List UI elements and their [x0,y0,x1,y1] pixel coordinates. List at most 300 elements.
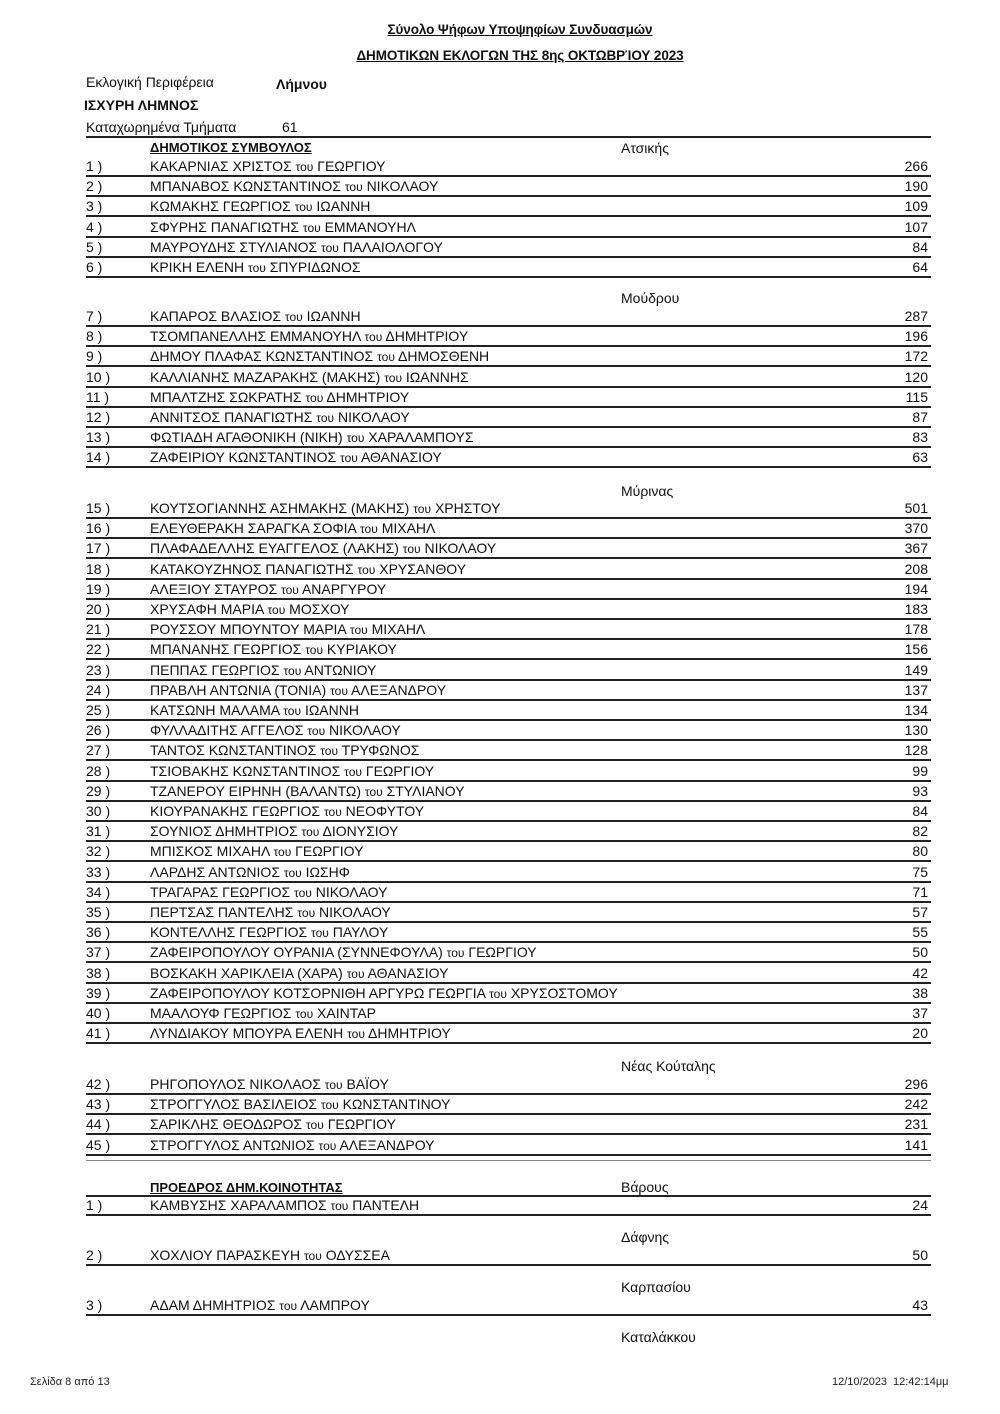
candidate-number: 21 ) [86,621,111,638]
candidate-row [86,640,931,660]
candidate-name-cell [150,408,410,427]
candidate-name-cell [150,177,438,196]
candidate-name-cell [150,560,466,579]
place-label: Καρπασίου [621,1279,691,1295]
candidate-number: 24 ) [86,681,111,698]
candidate-number: 29 ) [86,782,111,799]
candidate-votes: 99 [912,762,928,779]
father-name: ΠΑΛΑΙΟΛΟΓΟΥ [342,238,443,255]
candidate-row [86,1246,931,1266]
candidate-name: ΑΝΝΙΤΣΟΣ ΠΑΝΑΓΙΩΤΗΣ [150,409,313,425]
father-name: ΟΔΥΣΣΕΑ [325,1247,390,1263]
district-value: Λήμνου [276,76,327,92]
father-prefix: του [330,683,348,698]
candidate-name: ΑΛΕΞΙΟΥ ΣΤΑΥΡΟΣ [150,580,278,597]
candidate-number: 6 ) [86,259,103,275]
candidate-number: 15 ) [86,500,111,516]
father-name: ΓΕΩΡΓΙΟΥ [295,843,364,860]
father-name: ΣΠΥΡΙΔΩΝΟΣ [269,259,361,275]
candidate-row [86,539,931,559]
candidate-name: ΜΑΥΡΟΥΔΗΣ ΣΤΥΛΙΑΝΟΣ [150,238,318,255]
father-prefix: του [307,724,326,739]
candidate-name: ΚΑΤΣΩΝΗ ΜΑΛΑΜΑ [150,702,280,718]
candidate-number: 17 ) [86,540,111,557]
candidate-name: ΧΟΧΛΙΟΥ ΠΑΡΑΣΚΕΥΗ [150,1247,301,1263]
candidate-name: ΕΛΕΥΘΕΡΑΚΗ ΣΑΡΑΓΚΑ ΣΟΦΙΑ [150,520,357,537]
candidate-name-cell [150,600,350,619]
candidate-row [86,923,931,943]
candidate-row [86,197,931,217]
candidate-number: 28 ) [86,762,111,779]
candidate-row [86,580,931,600]
father-name: ΜΙΧΑΗΛ [381,520,436,537]
candidate-row [86,157,931,177]
father-name: ΝΙΚΟΛΑΟΥ [337,409,410,425]
candidate-name: ΚΑΤΑΚΟΥΖΗΝΟΣ ΠΑΝΑΓΙΩΤΗΣ [150,560,354,577]
candidate-row [86,1136,931,1156]
father-prefix: του [248,261,266,275]
candidate-row [86,681,931,701]
father-name: ΛΑΜΠΡΟΥ [300,1297,370,1313]
candidate-name-cell [150,620,425,639]
candidate-row [86,218,931,238]
candidate-row [86,388,931,408]
father-name: ΔΗΜΗΤΡΙΟΥ [326,388,410,405]
father-prefix: του [320,1098,339,1113]
candidate-votes: 231 [904,1116,928,1133]
candidate-votes: 128 [904,742,928,759]
father-name: ΒΑΪΟΥ [346,1076,389,1092]
father-prefix: του [283,704,302,718]
candidate-number: 5 ) [86,238,103,255]
candidate-number: 39 ) [86,984,111,1001]
candidate-number: 8 ) [86,328,103,345]
father-prefix: του [321,240,339,255]
candidate-row [86,721,931,741]
father-prefix: του [384,370,403,385]
candidate-name-cell [150,782,465,801]
candidate-name-cell [150,883,387,902]
candidate-votes: 156 [904,641,928,658]
place-label: Βάρους [621,1179,669,1195]
father-prefix: του [340,451,358,466]
place-label: Νέας Κούταλης [621,1058,716,1074]
candidate-votes: 130 [904,722,928,739]
candidate-row [86,661,931,681]
candidate-row [86,307,931,327]
candidate-name: ΚΑΠΑΡΟΣ ΒΛΑΣΙΟΣ [150,308,282,324]
candidate-number: 33 ) [86,863,111,880]
father-prefix: του [279,1299,298,1313]
candidate-row [86,1115,931,1135]
candidate-number: 26 ) [86,722,111,739]
document-title: Σύνολο Ψήφων Υποψηφίων Συνδυασμών [387,22,653,37]
candidate-votes: 120 [904,368,928,385]
father-prefix: του [294,200,313,215]
father-prefix: του [446,946,465,961]
father-name: ΤΡΥΦΩΝΟΣ [341,742,420,759]
father-prefix: του [297,906,316,920]
candidate-row [86,883,931,903]
candidate-votes: 190 [904,178,928,195]
candidate-name: ΚΑΛΛΙΑΝΗΣ ΜΑΖΑΡΑΚΗΣ (ΜΑΚΗΣ) [150,368,381,385]
candidate-row [86,519,931,539]
father-name: ΕΜΜΑΝΟΥΗΛ [324,218,416,235]
candidate-row [86,964,931,984]
father-name: ΑΝΑΡΓΥΡΟΥ [301,580,387,597]
candidate-row [86,600,931,620]
father-name: ΓΕΩΡΓΙΟΥ [317,158,386,174]
candidate-row [86,822,931,842]
father-name: ΙΩΑΝΝΗ [306,308,361,324]
candidate-number: 19 ) [86,580,111,597]
father-prefix: του [311,926,329,941]
candidate-votes: 109 [904,198,928,215]
candidate-number: 27 ) [86,742,111,759]
candidate-row [86,1296,931,1316]
candidate-row [86,984,931,1004]
page-indicator: Σελίδα 8 από 13 [30,1376,110,1388]
candidate-name-cell [150,1296,370,1315]
father-name: ΓΕΩΡΓΙΟΥ [365,762,435,779]
divider [86,1195,931,1197]
candidate-name-cell [150,802,424,821]
candidate-number: 3 ) [86,198,103,215]
candidate-row [86,368,931,388]
candidate-name-cell [150,943,537,962]
print-time: 12:42:14μμ [893,1376,949,1388]
candidate-name: ΤΑΝΤΟΣ ΚΩΝΣΤΑΝΤΙΝΟΣ [150,742,317,759]
candidate-name-cell [150,903,391,922]
candidate-votes: 83 [912,429,928,446]
section-heading-councillors: ΔΗΜΟΤΙΚΟΣ ΣΥΜΒΟΥΛΟΣ [150,140,312,155]
candidate-name: ΚΙΟΥΡΑΝΑΚΗΣ ΓΕΩΡΓΙΟΣ [150,803,321,819]
candidate-name-cell [150,388,409,407]
candidate-votes: 84 [912,238,928,255]
candidate-name: ΣΑΡΙΚΛΗΣ ΘΕΟΔΩΡΟΣ [150,1116,303,1133]
father-name: ΑΝΤΩΝΙΟΥ [304,661,377,678]
father-prefix: του [283,663,302,678]
candidate-name: ΚΟΝΤΕΛΛΗΣ ΓΕΩΡΓΙΟΣ [150,924,308,941]
candidate-votes: 134 [904,702,928,718]
candidate-votes: 367 [904,540,928,557]
candidate-number: 31 ) [86,823,111,840]
candidate-name: ΤΣΙΟΒΑΚΗΣ ΚΩΝΣΤΑΝΤΙΝΟΣ [150,762,341,779]
candidate-name-cell [150,863,350,882]
candidate-row [86,863,931,883]
candidate-name: ΤΖΑΝΕΡΟΥ ΕΙΡΗΝΗ (ΒΑΛΑΝΤΩ) [150,782,361,799]
father-name: ΧΡΥΣΟΣΤΟΜΟΥ [510,984,618,1001]
candidate-name: ΛΥΝΔΙΑΚΟΥ ΜΠΟΥΡΑ ΕΛΕΝΗ [150,1025,344,1042]
father-name: ΑΘΑΝΑΣΙΟΥ [367,964,449,981]
father-prefix: του [281,582,299,597]
candidate-votes: 172 [904,348,928,365]
candidate-row [86,1004,931,1024]
father-name: ΓΕΩΡΓΙΟΥ [327,1116,396,1133]
candidate-name: ΧΡΥΣΑΦΗ ΜΑΡΙΑ [150,601,264,617]
father-name: ΔΗΜΟΣΘΕΝΗ [398,348,490,365]
candidate-votes: 84 [912,803,928,819]
father-prefix: του [305,1118,324,1133]
father-name: ΝΙΚΟΛΑΟΥ [366,178,439,195]
candidate-number: 38 ) [86,964,111,981]
father-prefix: του [347,1027,365,1042]
registered-sections-label: Καταχωρημένα Τμήματα [86,119,237,135]
father-name: ΜΙΧΑΗΛ [371,621,426,638]
candidate-name: ΠΕΡΤΣΑΣ ΠΑΝΤΕΛΗΣ [150,904,294,920]
candidate-votes: 50 [912,944,928,961]
candidate-votes: 82 [912,823,928,840]
candidate-number: 23 ) [86,661,111,678]
candidate-name-cell [150,984,618,1003]
candidate-name: ΡΗΓΟΠΟΥΛΟΣ ΝΙΚΟΛΑΟΣ [150,1076,321,1092]
candidate-votes: 178 [904,621,928,638]
section-heading-presidents: ΠΡΟΕΔΡΟΣ ΔΗΜ.ΚΟΙΝΟΤΗΤΑΣ [150,1180,343,1195]
father-name: ΝΙΚΟΛΑΟΥ [315,883,388,900]
father-prefix: του [295,160,314,174]
candidate-name-cell [150,580,386,599]
candidate-votes: 37 [912,1005,928,1021]
candidate-votes: 42 [912,964,928,981]
candidate-row [86,560,931,580]
candidate-name-cell [150,1246,390,1265]
candidate-name: ΜΠΑΛΤΖΗΣ ΣΩΚΡΑΤΗΣ [150,388,302,405]
father-prefix: του [324,1078,343,1092]
father-name: ΔΙΟΝΥΣΙΟΥ [322,823,399,840]
candidate-name-cell [150,347,489,366]
candidate-number: 11 ) [86,388,110,405]
father-prefix: του [357,562,376,577]
candidate-name-cell [150,327,468,346]
candidate-votes: 296 [904,1076,928,1092]
father-name: ΧΑΡΑΛΑΜΠΟΥΣ [368,429,474,446]
candidate-row [86,177,931,197]
candidate-name: ΚΑΚΑΡΝΙΑΣ ΧΡΙΣΤΟΣ [150,158,292,174]
candidate-votes: 20 [912,1025,928,1042]
candidate-number: 34 ) [86,883,111,900]
candidate-votes: 50 [912,1247,928,1263]
father-name: ΔΗΜΗΤΡΙΟΥ [368,1025,451,1042]
father-name: ΠΑΥΛΟΥ [332,924,389,941]
place-label: Καταλάκκου [621,1329,696,1345]
candidate-name: ΖΑΦΕΙΡΙΟΥ ΚΩΝΣΤΑΝΤΙΝΟΣ [150,449,337,466]
candidate-votes: 87 [912,409,928,425]
candidate-name: ΑΔΑΜ ΔΗΜΗΤΡΙΟΣ [150,1297,276,1313]
father-prefix: του [284,310,303,324]
father-name: ΣΤΥΛΙΑΝΟΥ [386,782,465,799]
candidate-votes: 75 [912,863,928,880]
candidate-row [86,762,931,782]
candidate-name: ΡΟΥΣΣΟΥ ΜΠΟΥΝΤΟΥ ΜΑΡΙΑ [150,621,346,638]
candidate-number: 25 ) [86,702,111,718]
father-name: ΚΥΡΙΑΚΟΥ [326,641,397,658]
candidate-name-cell [150,258,361,277]
candidate-name: ΠΕΠΠΑΣ ΓΕΩΡΓΙΟΣ [150,661,280,678]
candidate-votes: 57 [912,904,928,920]
candidate-votes: 63 [912,449,928,466]
candidate-name: ΠΡΑΒΛΗ ΑΝΤΩΝΙΑ (ΤΟΝΙΑ) [150,681,327,698]
candidate-name-cell [150,1075,389,1094]
candidate-number: 12 ) [86,409,111,425]
candidate-name-cell [150,428,474,447]
candidate-number: 22 ) [86,641,111,658]
candidate-name: ΣΦΥΡΗΣ ΠΑΝΑΓΙΩΤΗΣ [150,218,299,235]
father-name: ΑΛΕΞΑΝΔΡΟΥ [351,681,447,698]
candidate-number: 10 ) [86,368,111,385]
father-prefix: του [402,542,421,557]
father-name: ΝΕΟΦΥΤΟΥ [345,803,425,819]
father-prefix: του [301,825,320,840]
candidate-row [86,802,931,822]
candidate-votes: 208 [904,560,928,577]
candidate-name: ΖΑΦΕΙΡΟΠΟΥΛΟΥ ΟΥΡΑΝΙΑ (ΣΥΝΝΕΦΟΥΛΑ) [150,944,443,961]
candidate-name-cell [150,640,397,659]
place-label: Δάφνης [621,1229,670,1245]
father-prefix: του [346,431,365,446]
candidate-name: ΜΑΑΛΟΥΦ ΓΕΩΡΓΙΟΣ [150,1005,292,1021]
father-prefix: του [305,643,324,658]
candidate-row [86,620,931,640]
candidate-row [86,238,931,258]
father-prefix: του [323,805,342,819]
district-label: Εκλογική Περιφέρεια [86,74,214,90]
candidate-name-cell [150,701,359,720]
candidate-number: 32 ) [86,843,111,860]
father-name: ΓΕΩΡΓΙΟΥ [468,944,537,961]
father-prefix: του [295,1007,314,1021]
father-prefix: του [489,986,507,1001]
father-prefix: του [346,966,365,981]
candidate-row [86,701,931,721]
father-prefix: του [273,845,292,860]
candidate-name: ΜΠΑΝΑΒΟΣ ΚΩΝΣΤΑΝΤΙΝΟΣ [150,178,341,195]
father-name: ΝΙΚΟΛΑΟΥ [319,904,391,920]
candidate-row [86,1095,931,1115]
candidate-number: 18 ) [86,560,111,577]
father-prefix: του [413,502,432,516]
candidate-votes: 501 [904,500,928,516]
candidate-name: ΦΩΤΙΑΔΗ ΑΓΑΘΟΝΙΚΗ (ΝΙΚΗ) [150,429,343,446]
candidate-name-cell [150,661,376,680]
place-label: Μούδρου [621,290,680,306]
candidate-name-cell [150,238,443,257]
candidate-name-cell [150,1196,419,1215]
registered-sections-value: 61 [282,119,298,135]
candidate-name: ΣΤΡΟΓΓΥΛΟΣ ΒΑΣΙΛΕΙΟΣ [150,1096,317,1113]
candidate-name: ΚΡΙΚΗ ΕΛΕΝΗ [150,259,245,275]
candidate-name-cell [150,842,363,861]
candidate-name: ΜΠΙΣΚΟΣ ΜΙΧΑΗΛ [150,843,270,860]
candidate-name-cell [150,1095,450,1114]
candidate-number: 1 ) [86,1197,103,1213]
candidate-name-cell [150,368,469,387]
candidate-votes: 38 [912,984,928,1001]
party-name: ΙΣΧΥΡΗ ΛΗΜΝΟΣ [84,97,199,113]
father-prefix: του [377,350,395,365]
father-name: ΔΗΜΗΤΡΙΟΥ [385,328,469,345]
candidate-row [86,258,931,278]
father-prefix: του [305,390,324,405]
candidate-name-cell [150,1004,376,1023]
candidate-name-cell [150,964,448,983]
father-name: ΧΑΙΝΤΑΡ [317,1005,376,1021]
candidate-name: ΣΟΥΝΙΟΣ ΔΗΜΗΤΡΙΟΣ [150,823,298,840]
candidate-number: 14 ) [86,449,111,466]
candidate-votes: 24 [912,1197,928,1213]
candidate-votes: 64 [912,259,928,275]
candidate-number: 2 ) [86,178,103,195]
father-name: ΝΙΚΟΛΑΟΥ [329,722,401,739]
candidate-votes: 55 [912,924,928,941]
candidate-number: 40 ) [86,1005,111,1021]
father-name: ΠΑΝΤΕΛΗ [352,1197,420,1213]
father-prefix: του [318,1138,337,1153]
candidate-name-cell [150,197,370,216]
father-prefix: του [303,1249,322,1263]
candidate-number: 9 ) [86,348,103,365]
candidate-name-cell [150,157,385,176]
candidate-votes: 242 [904,1096,928,1113]
candidate-row [86,347,931,367]
candidate-name-cell [150,721,401,740]
candidate-row [86,428,931,448]
father-name: ΙΩΑΝΝΗ [304,702,359,718]
divider [86,136,931,138]
father-name: ΧΡΥΣΑΝΘΟΥ [379,560,467,577]
candidate-name-cell [150,499,500,518]
candidate-name: ΚΟΥΤΣΟΓΙΑΝΝΗΣ ΑΣΗΜΑΚΗΣ (ΜΑΚΗΣ) [150,500,410,516]
candidate-name-cell [150,1115,396,1134]
candidate-votes: 107 [904,218,928,235]
candidate-number: 16 ) [86,520,111,537]
father-prefix: του [344,764,362,779]
candidate-number: 7 ) [86,308,103,324]
candidate-name-cell [150,762,434,781]
place-label: Μύρινας [621,483,674,499]
candidate-row [86,1024,931,1044]
father-name: ΚΩΝΣΤΑΝΤΙΝΟΥ [342,1096,451,1113]
candidate-name: ΚΑΜΒΥΣΗΣ ΧΑΡΑΛΑΜΠΟΣ [150,1197,327,1213]
candidate-votes: 141 [904,1136,928,1153]
candidate-number: 45 ) [86,1136,111,1153]
candidate-number: 2 ) [86,1247,103,1263]
father-name: ΑΛΕΞΑΝΔΡΟΥ [339,1136,435,1153]
place-label: Ατσικής [621,140,669,156]
candidate-number: 35 ) [86,904,111,920]
candidate-number: 20 ) [86,601,111,617]
candidate-name: ΣΤΡΟΓΓΥΛΟΣ ΑΝΤΩΝΙΟΣ [150,1136,315,1153]
candidate-name: ΦΥΛΛΑΔΙΤΗΣ ΑΓΓΕΛΟΣ [150,722,304,739]
candidate-row [86,408,931,428]
candidate-row [86,842,931,862]
candidate-votes: 115 [905,388,928,405]
father-prefix: του [364,330,383,345]
candidate-name-cell [150,519,435,538]
candidate-name: ΤΡΑΓΑΡΑΣ ΓΕΩΡΓΙΟΣ [150,883,291,900]
candidate-votes: 266 [904,158,928,174]
candidate-votes: 43 [912,1297,928,1313]
candidate-number: 37 ) [86,944,111,961]
candidate-name: ΤΣΟΜΠΑΝΕΛΛΗΣ ΕΜΜΑΝΟΥΗΛ [150,328,361,345]
father-prefix: του [344,180,363,195]
candidate-name-cell [150,822,398,841]
candidate-name: ΜΠΑΝΑΝΗΣ ΓΕΩΡΓΙΟΣ [150,641,302,658]
candidate-name-cell [150,1136,435,1155]
father-name: ΙΩΑΝΝΗΣ [405,368,469,385]
candidate-votes: 80 [912,843,928,860]
father-prefix: του [294,885,312,900]
candidate-name-cell [150,1024,451,1043]
